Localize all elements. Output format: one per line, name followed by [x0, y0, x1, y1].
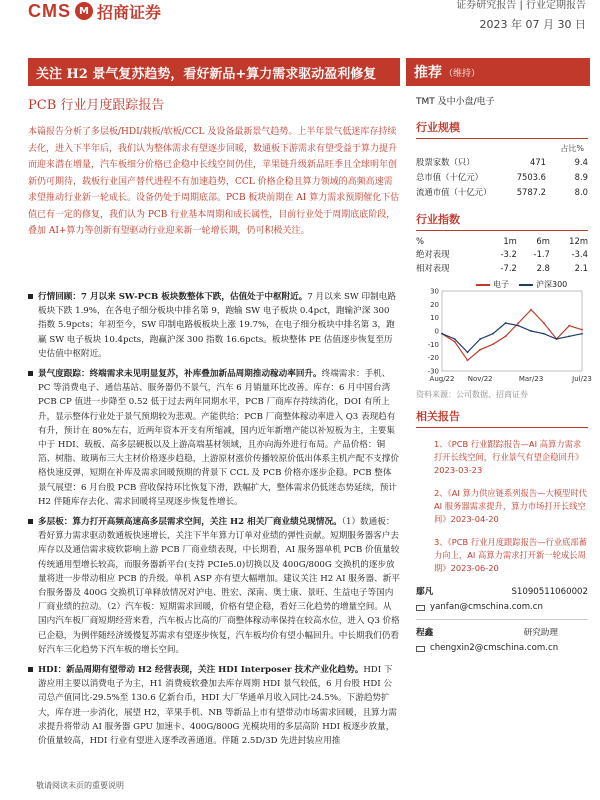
row-label: 相对表现 [416, 263, 450, 273]
related-report-text: 1、《PCB 行业跟踪报告—AI 高算力需求打开长线空间，行业景气有望企稳回升》2023-03-23 [434, 439, 584, 475]
series-point-0 [530, 309, 532, 311]
series-point-1 [505, 322, 507, 324]
logo-text-en: CMS [28, 0, 71, 21]
legend-swatch [476, 284, 490, 286]
series-point-0 [479, 349, 481, 351]
analyst-email-row [416, 600, 588, 615]
series-point-1 [517, 325, 519, 327]
row-pct: 8.0 [574, 186, 588, 197]
bullet-lead: 多层板：算力打开高频高速高多层需求空间，关注 H2 相关厂商业绩兑现情况。 [38, 517, 342, 528]
series-point-1 [530, 330, 532, 332]
table-row [416, 169, 588, 184]
market-size-table [416, 154, 588, 199]
summary-paragraph: 本篇报告分析了多层板/HDI/载板/软板/CCL 及设备最新景气趋势。上半年景气低迷库存持续去化，进入下半年后，我们认为整体需求有望逐步回暖，数通板下游需求有望受益于算力提升而迎来潜在增量，汽车板细分价格已企稳中长线空间仍佳，苹果链升级新品旺季且全球明年创新仍可期待，载板行业国产替代进程不有加速趋势，CCL 价格企稳且算力领域的高频高速需求望推动行业新一轮成长。设备仍处于周期底部。PCB 板块前期在 AI 算力需求预期催化下估值已有一定的修复，我们认为 PCB 行业基本周期和成长属性，目前行业处于周期底底阶段，叠加 AI+算力等创新有望驱动行业迎来新一轮增长期，仍可积极关注。 [28, 127, 400, 236]
bullet-text: 7 月以来 SW 印制电路板块下跌 1.9%，在各电子细分板块中排名第 9，跑输 SW 电子板块 0.4pct，跑输沪深 300 指数 5.9pcts；年初至今，SW 印制电路板板块上涨 19.7%，在电子细分板块中排名第 3，跑赢 SW 电子板块 10.4pcts，跑赢沪深 300 指数 16.6pcts。板块整体 PE 估值逐步恢复至历史估值中枢附近。 [38, 292, 396, 359]
series-point-1 [441, 333, 443, 335]
series-point-0 [454, 341, 456, 343]
row-label: 总市值（十亿元） [416, 171, 483, 182]
x-tick-label: Aug/22 [429, 375, 455, 383]
row-value: 471 [530, 156, 546, 167]
plot-frame [442, 291, 582, 371]
cell: 2.8 [536, 263, 550, 273]
chart-legend [476, 279, 567, 290]
report-type: 证券研究报告 | 行业定期报告 [456, 0, 586, 11]
related-report-text: 2、《AI 算力供应链系列报告—大模型时代 AI 服务器需求提升，算力市场打开长线空间》2023-04-20 [434, 488, 587, 524]
index-chart [416, 279, 592, 387]
series-point-0 [543, 322, 545, 324]
bullet-lead: HDI：新品周期有望带动 H2 经营表现，关注 HDI Interposer 技术产业化趋势。 [38, 665, 364, 676]
series-point-0 [505, 335, 507, 337]
series-point-0 [517, 322, 519, 324]
bullet-hdi [28, 663, 400, 748]
y-tick-label: 20 [430, 300, 439, 309]
y-tick-label: -10 [427, 340, 439, 349]
series-point-1 [568, 335, 570, 337]
x-tick-label: Jul/23 [572, 375, 592, 383]
series-point-0 [467, 359, 469, 361]
table-row [416, 261, 588, 275]
cell: -7.2 [500, 263, 517, 273]
table-row [416, 154, 588, 169]
analyst-email-row [416, 641, 588, 656]
y-tick-label: -20 [427, 354, 439, 363]
report-date: 2023 年 07 月 30 日 [479, 18, 586, 31]
cell: -3.4 [571, 249, 588, 259]
series-point-1 [454, 338, 456, 340]
y-tick-label: -30 [427, 367, 439, 376]
market-size-col-header: 占比% [560, 144, 584, 153]
x-tick-label: Nov/22 [467, 375, 493, 383]
sidebar [416, 94, 592, 656]
row-pct: 9.4 [574, 156, 588, 167]
rating-label: 推荐 [414, 65, 442, 81]
col-header: 12m [569, 236, 588, 246]
series-line-1 [442, 323, 582, 352]
index-perf-title: 行业指数 [416, 211, 588, 231]
report-title: 关注 H2 景气复苏趋势，看好新品+算力需求驱动盈利修复 [36, 66, 377, 82]
analyst-name: 程鑫 [416, 628, 434, 638]
series-point-0 [492, 343, 494, 345]
row-pct: 8.9 [574, 171, 588, 182]
table-row [416, 184, 588, 199]
y-tick-label: 0 [434, 327, 439, 336]
col-header: % [416, 236, 424, 246]
cell: -3.2 [500, 249, 517, 259]
logo-text-cn: 招商证券 [97, 2, 162, 22]
legend-item [519, 279, 567, 290]
table-row [416, 247, 588, 261]
analyst-name: 鄢凡 [416, 587, 434, 597]
report-title-bar [28, 58, 400, 86]
bullet-market-review [28, 290, 400, 361]
page-header [0, 0, 600, 44]
bullet-text: HDI 下游应用主要以消费电子为主，H1 消费疲软叠加去库存周期 HDI 景气较低，6 月台股 HDI 公司总产值同比-29.5%至 130.6 亿新台币，HDI 大厂华通单月收入同比-24.5%。下游趋势扩大，库存进一步消化，展望 H2，苹果手机、NB 等新品上市有望带动市场需求回暖，且算力需求提升将带动 AI 服务器 GPU 加速卡、400G/800G 光模块用的多层高阶 HDI 板逐步放量，价值量较高，HDI 行业有望进入逐季改善通道。伴随 2.5D/3D 先进封装应用推 [38, 665, 397, 747]
cell: 2.1 [574, 263, 588, 273]
divider [416, 619, 588, 620]
bullet-multilayer [28, 515, 400, 657]
series-point-1 [556, 338, 558, 340]
analyst-role: 研究助理 [523, 628, 558, 638]
page-footer: 敬请阅读末页的重要说明 [36, 781, 124, 790]
legend-swatch [519, 284, 533, 286]
col-header: 1m [503, 236, 517, 246]
series-line-0 [442, 310, 582, 361]
legend-item [476, 279, 509, 290]
row-label: 绝对表现 [416, 249, 450, 259]
industry-tag: TMT 及中小盘/电子 [416, 97, 495, 107]
row-label: 股票家数（只） [416, 156, 475, 167]
related-report-link[interactable] [416, 536, 588, 575]
analyst-id: S1090511060002 [511, 587, 588, 597]
bullet-text: （1）数通板：看好算力需求驱动数通板快速增长，关注下半年算力订单对业绩的弹性贡献。短期服务器客户去库存以及通信需求疲软影响上游 PCB 厂商业绩表现，中长期看，AI 服务器单机 PCB 价值量较传统通用型增长较高，而服务器新平台(支持 PCIe5.0)切换以及 400G/800G 交换机的逐步放量将进一步带动相应 PCB 的升级。单机 ASP 亦有望大幅增加。建议关注 H2 AI 服务器、新平台服务器及 400G 交换机订单释放情况对沪电、胜宏、深南、奥士康、景旺、生益电子等国内厂商业绩的拉动。（2）汽车板：短期需求回暖，价格有望企稳，看好三化趋势的增量空间。从国内汽车板厂商短期经营来看，汽车板占比高的厂商整体稼动率保持在较高水位，进入 Q3 价格已企稳，为例伴随经济缓慢复苏需求有望逐步恢复，汽车板均价有望小幅回升。中长期我们仍看好汽车三化趋势下汽车板的增长空间。 [38, 517, 400, 655]
analyst-block [416, 585, 588, 656]
bullet-text: 终端需求：手机、PC 等消费电子、通信基站、服务器仍不景气，汽车 6 月销量环比改善。库存：6 月中国台湾 PCB CP 值进一步降至 0.52 低于过去两年同期水平，PCB 厂商库存持续消化，DOI 有所上升，显示整体行业处于景气预期较为悲观。产能供给：PCB 厂商整体稼动率进入 Q3 表现趋有有升，预计在 80%左右，近两年资本开支有所缩减，国内近年新增产能以补短板为主，主要集中于 HDI、载板、高多层硬板以及上游高端基材领域，且亦向海外进行布局。产品价格：铜箔、树脂、玻璃布三大主材价格逐步趋稳，上游原材涨价传播较原价低出体系主机产配不支撑价格快速反弹，短期在补库及需求回暖预期的背景下 CCL 及 PCB 价格亦逐步企稳。PCB 整体景气展望：6 月台股 PCB 营收保持环比恢复下滑，跌幅扩大，整体需求仍低迷态势延续，预计 H2 伴随库存去化、需求回暖将呈现逐步恢复性增长。 [38, 369, 399, 507]
table-header-row [416, 235, 588, 247]
series-point-1 [581, 333, 583, 335]
legend-label: 电子 [493, 280, 509, 289]
related-reports [416, 408, 588, 575]
y-tick-label: 30 [430, 287, 439, 296]
company-logo [28, 0, 161, 22]
mail-icon [416, 646, 425, 652]
series-point-1 [543, 333, 545, 335]
col-header: 6m [536, 236, 550, 246]
chart-canvas [416, 279, 592, 387]
mail-icon [416, 605, 425, 611]
key-points [28, 290, 400, 754]
row-value: 7503.6 [516, 171, 546, 182]
analyst-row [416, 585, 588, 600]
series-point-1 [479, 338, 481, 340]
analyst-email[interactable]: chengxin2@cmschina.com.cn [430, 643, 559, 653]
related-report-link[interactable] [416, 438, 588, 477]
cell: -1.7 [533, 249, 550, 259]
series-point-0 [568, 325, 570, 327]
report-subtitle: PCB 行业月度跟踪报告 [28, 98, 165, 113]
report-meta [456, 0, 586, 32]
row-value: 5787.2 [516, 186, 546, 197]
rating-status: （维持） [444, 68, 481, 79]
bullet-lead: 景气度跟踪：终端需求未见明显复苏，补库叠加新品周期推动稼动率回升。 [38, 369, 322, 380]
series-point-1 [492, 333, 494, 335]
legend-label: 沪深300 [536, 280, 568, 289]
bullet-prosperity [28, 367, 400, 509]
rating-bar [406, 58, 590, 86]
series-point-1 [467, 351, 469, 353]
analyst-row [416, 626, 588, 641]
related-report-text: 3、《PCB 行业月度跟踪报告—行业底部蓄力向上，AI 高算力需求打开新一轮成长周期》2023-06-20 [434, 537, 588, 573]
y-tick-label: 10 [430, 314, 439, 323]
related-report-link[interactable] [416, 487, 588, 526]
row-label: 流通市值（十亿元） [416, 186, 492, 197]
x-tick-label: Mar/23 [518, 375, 544, 383]
logo-badge-icon: M [75, 2, 93, 20]
bullet-lead: 行情回顾：7 月以来 SW-PCB 板块数整体下跌，估值处于中枢附近。 [38, 292, 308, 302]
series-point-0 [581, 329, 583, 331]
market-size-title: 行业规模 [416, 119, 588, 139]
related-title: 相关报告 [416, 408, 588, 428]
chart-source: 资料来源：公司数据、招商证券 [416, 390, 528, 399]
index-perf-table [416, 235, 588, 275]
analyst-email[interactable]: yanfan@cmschina.com.cn [430, 602, 543, 612]
